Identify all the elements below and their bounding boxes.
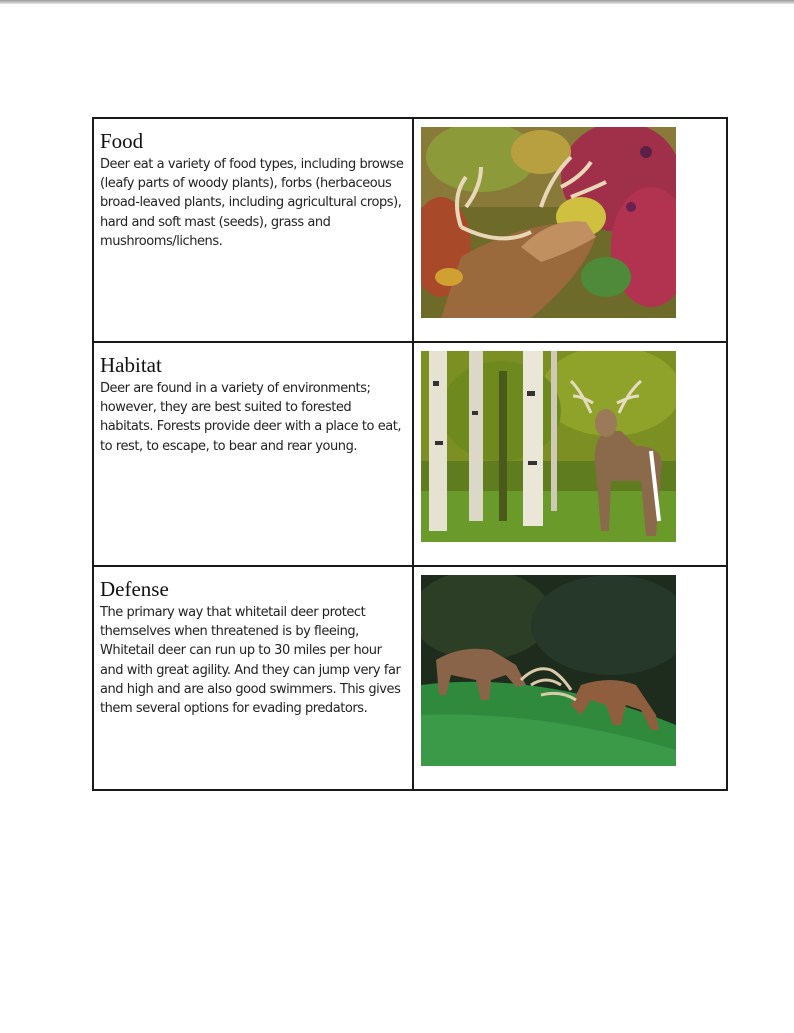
page-top-edge	[0, 0, 794, 4]
defense-image-cell	[413, 566, 727, 790]
habitat-description: Deer are found in a variety of environments; however, they are best suited to forested habitats. Forests provide deer with a place to eat, to rest, to escape, to bear and rear young.	[100, 381, 402, 454]
deer-eating-leaves-image	[421, 127, 676, 318]
food-heading: Food	[100, 129, 144, 153]
deer-facts-table	[92, 117, 728, 791]
defense-heading: Defense	[100, 577, 169, 601]
deer-in-birch-forest-image	[421, 351, 676, 542]
table-row-habitat	[93, 342, 727, 566]
food-image-cell	[413, 118, 727, 342]
deer-sparring-image	[421, 575, 676, 766]
food-text-cell	[93, 118, 413, 342]
defense-text-cell	[93, 566, 413, 790]
habitat-heading: Habitat	[100, 353, 162, 377]
food-description: Deer eat a variety of food types, including browse (leafy parts of woody plants), forbs (herbaceous broad-leaved plants, including agricultural crops), hard and soft mast (seeds), grass and mushrooms/lichens.	[100, 157, 404, 249]
habitat-text-cell	[93, 342, 413, 566]
habitat-image-cell	[413, 342, 727, 566]
table-row-defense	[93, 566, 727, 790]
table-row-food	[93, 118, 727, 342]
defense-description: The primary way that whitetail deer protect themselves when threatened is by fleeing, Whitetail deer can run up to 30 miles per hour and with great agility. And they can jump very far and high and are also good swimmers. This gives them several options for evading predators.	[100, 605, 401, 717]
